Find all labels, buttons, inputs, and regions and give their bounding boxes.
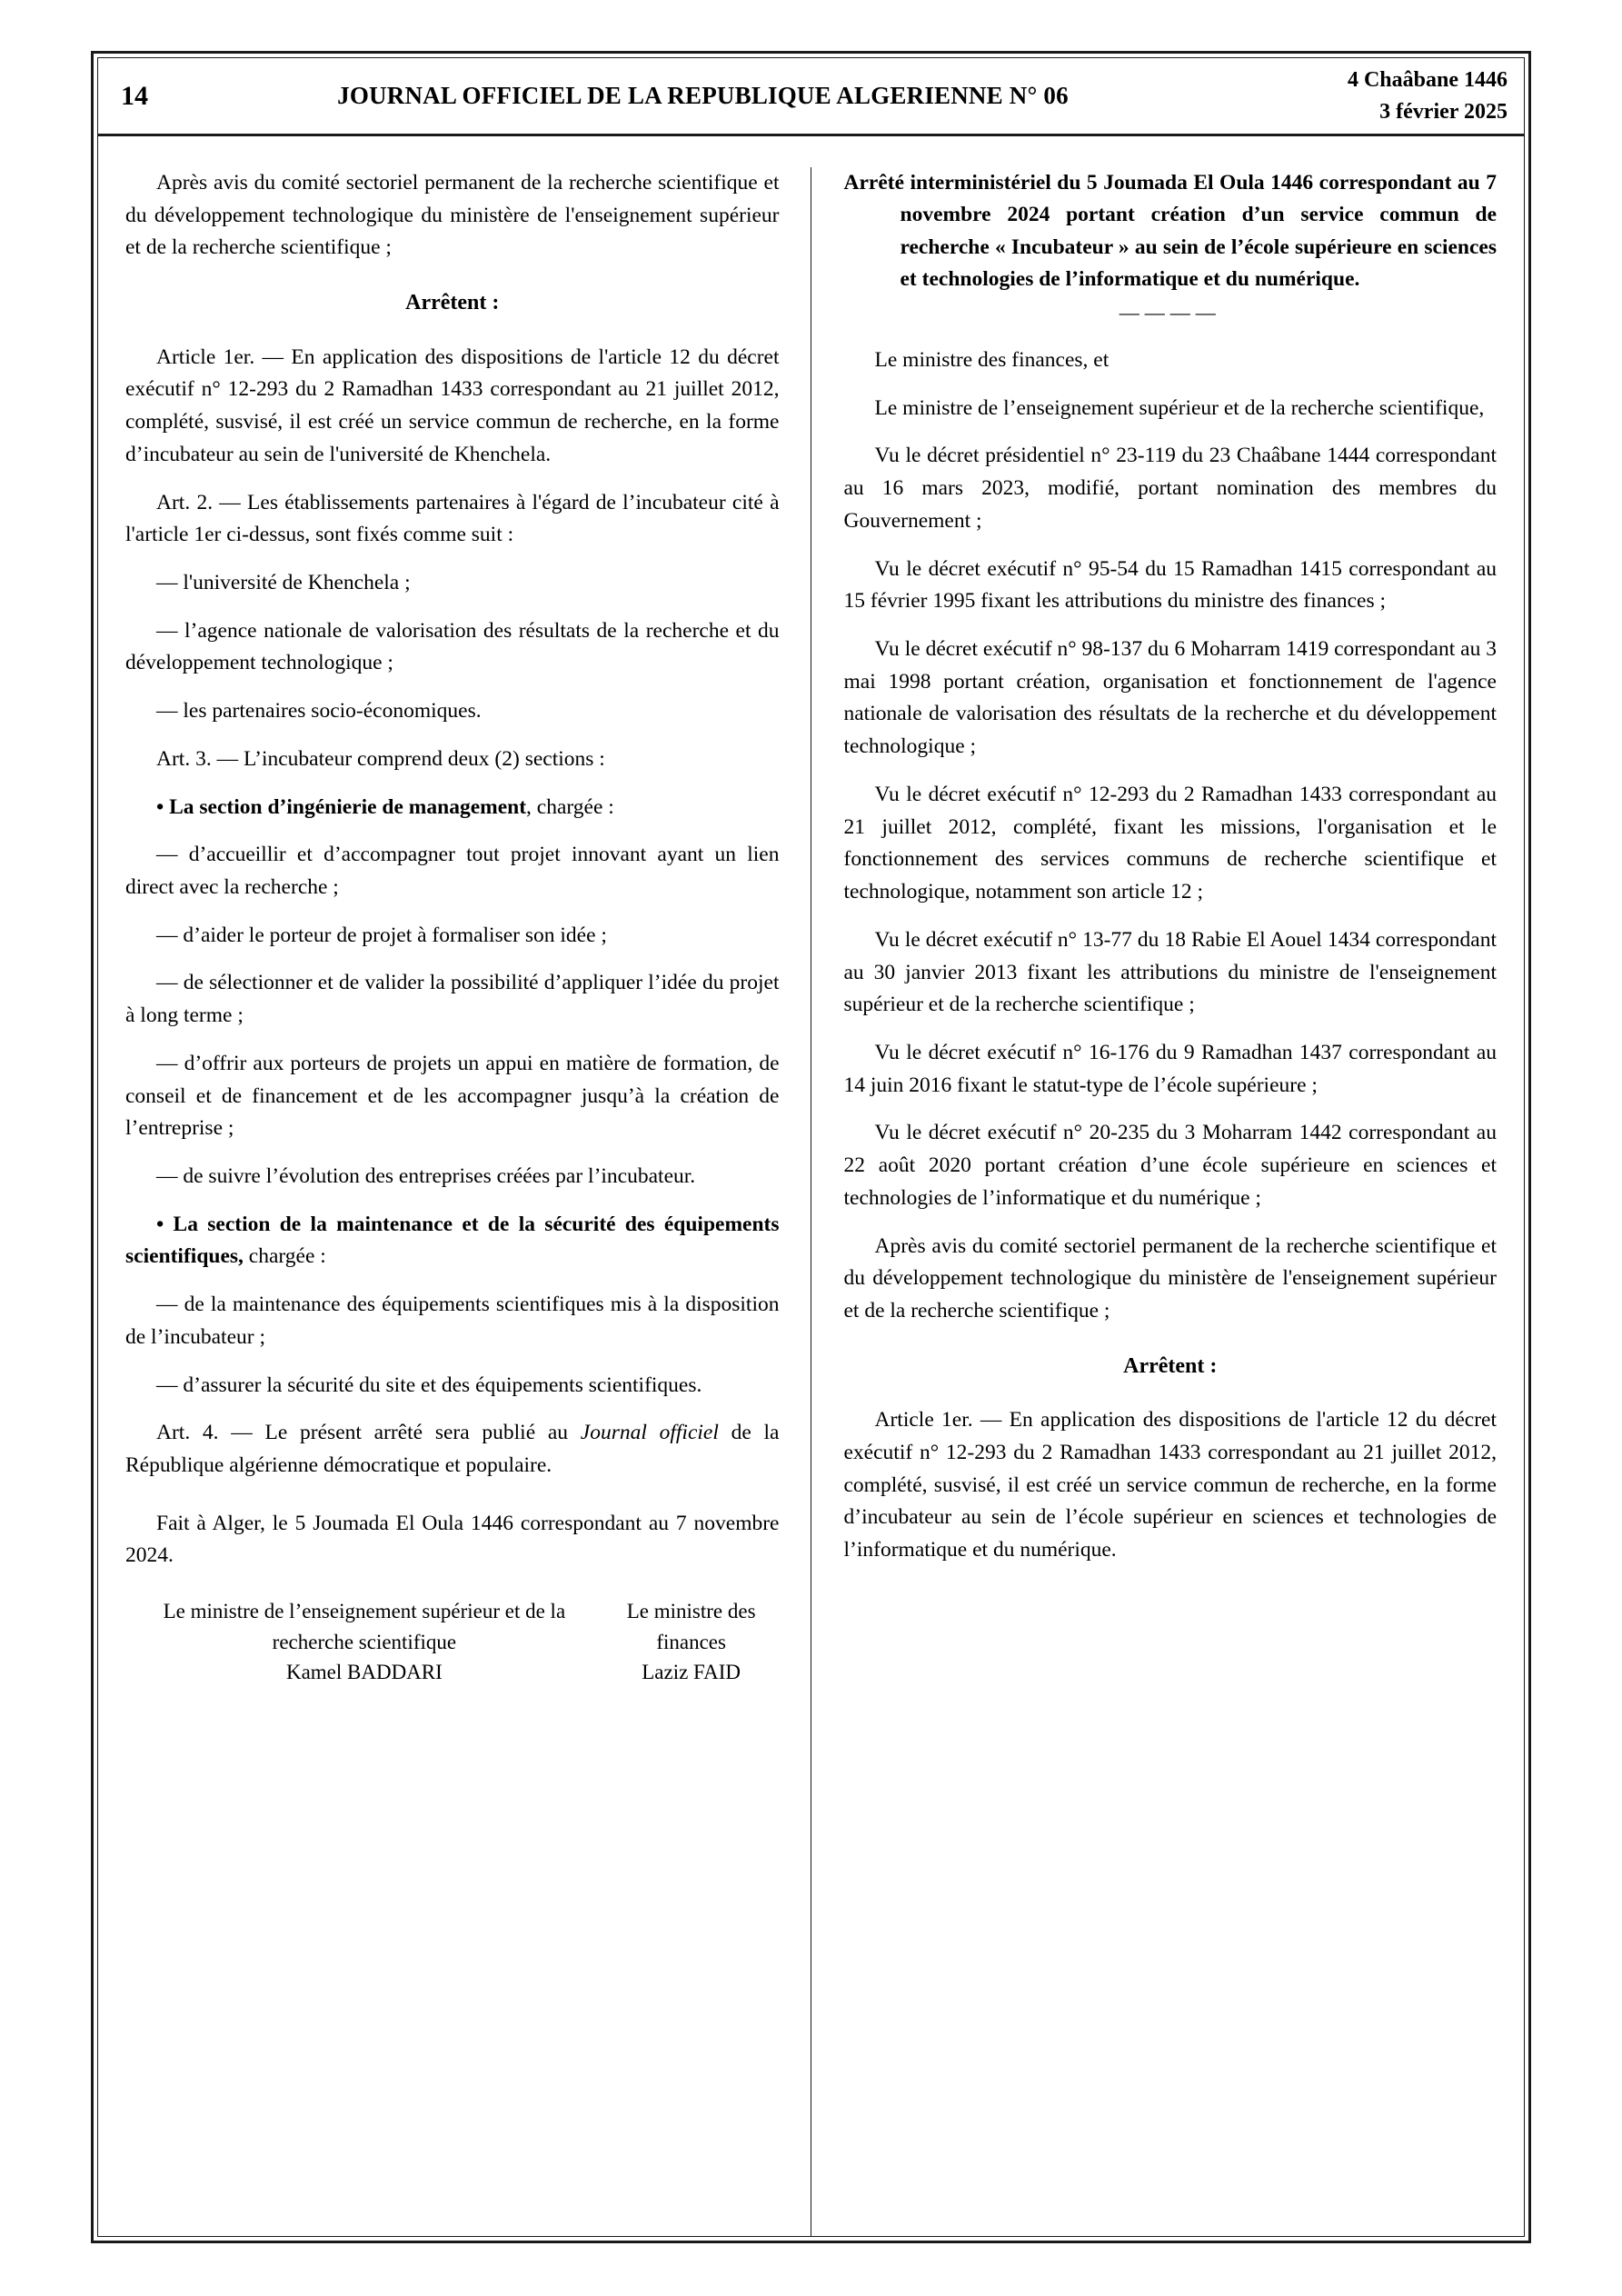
- left-section-2-heading: [125, 1209, 780, 1273]
- left-article-4-pre: Art. 4. — Le présent arrêté sera publié au: [156, 1421, 581, 1445]
- right-vu-item: Vu le décret présidentiel n° 23-119 du 23 Chaâbane 1444 correspondant au 16 mars 2023, modifié, portant nomination des membres du Gouvernement ;: [843, 444, 1497, 533]
- right-vu-item: Vu le décret exécutif n° 16-176 du 9 Ramadhan 1437 correspondant au 14 juin 2016 fixant le statut-type de l’école supérieure ;: [843, 1040, 1497, 1097]
- decree-title: Arrêté interministériel du 5 Joumada El Oula 1446 correspondant au 7 novembre 2024 portant création d’un service commun de recherche « Incubateur » au sein de l’école supérieure en sciences et technologies de l’informatique et du numérique.: [843, 171, 1497, 291]
- left-fait-a-alger: Fait à Alger, le 5 Joumada El Oula 1446 correspondant au 7 novembre 2024.: [125, 1511, 780, 1568]
- left-section-1-item: — de sélectionner et de valider la possibilité d’appliquer l’idée du projet à long terme ;: [125, 971, 780, 1028]
- right-vu-item: Vu le décret exécutif n° 12-293 du 2 Ramadhan 1433 correspondant au 21 juillet 2012, complété, fixant les missions, l'organisation et le fonctionnement des services communs de recherche scientifique et technologique, notamment son article 12 ;: [843, 782, 1497, 904]
- right-article-1: Article 1er. — En application des dispositions de l'article 12 du décret exécutif n° 12-293 du 2 Ramadhan 1433 correspondant au 21 juillet 2012, complété, susvisé, il est créé un service commun de recherche, en la forme d’incubateur au sein de l’école supérieur en sciences et technologies de l’informatique et du numérique.: [843, 1408, 1497, 1562]
- left-article-2: Art. 2. — Les établissements partenaires à l'égard de l’incubateur cité à l'article 1er ci-dessus, sont fixés comme suit :: [125, 490, 780, 547]
- right-vu-item: Vu le décret exécutif n° 20-235 du 3 Moharram 1442 correspondant au 22 août 2020 portant création d’une école supérieure en sciences et technologies de l’informatique et du numérique ;: [843, 1121, 1497, 1210]
- decorative-separator: ————: [1119, 301, 1221, 324]
- left-article-3: Art. 3. — L’incubateur comprend deux (2) sections :: [156, 746, 605, 771]
- left-section-2-item: — de la maintenance des équipements scientifiques mis à la disposition de l’incubateur ;: [125, 1293, 780, 1349]
- left-section-1-title: • La section d’ingénierie de management: [156, 794, 527, 819]
- left-article-2-item: — les partenaires socio-économiques.: [156, 699, 482, 724]
- left-arretent-heading: Arrêtent :: [405, 291, 500, 315]
- header-dates: [1235, 58, 1524, 134]
- right-vu-item: Vu le décret exécutif n° 98-137 du 6 Moharram 1419 correspondant au 3 mai 1998 portant création, organisation et fonctionnement de l'agence nationale de valorisation des résultats de la recherche et du développement technologique ;: [843, 637, 1497, 759]
- page-header: [98, 58, 1524, 136]
- left-column: [125, 167, 811, 2236]
- signature-name-1: Kamel BADDARI: [285, 1660, 443, 1683]
- page-border-outer: [91, 51, 1531, 2243]
- right-vu-item: Vu le décret exécutif n° 13-77 du 18 Rabie El Aouel 1434 correspondant au 30 janvier 2013 fixant les attributions du ministre de l'enseignement supérieur et de la recherche scientifique ;: [843, 927, 1497, 1017]
- date-hijri: 4 Chaâbane 1446: [1347, 67, 1508, 92]
- right-signatory-intro: Le ministre des finances, et: [874, 348, 1110, 372]
- left-section-2-item: — d’assurer la sécurité du site et des équipements scientifiques.: [156, 1373, 702, 1397]
- left-section-1-item: — d’aider le porteur de projet à formaliser son idée ;: [156, 923, 607, 947]
- left-article-4-italic: Journal officiel: [580, 1421, 719, 1445]
- page-number: 14: [121, 80, 148, 111]
- two-column-body: [98, 136, 1524, 2236]
- left-section-2-title: • La section de la maintenance et de la sécurité des équipements scientifiques,: [125, 1212, 780, 1269]
- right-apres-avis: Après avis du comité sectoriel permanent de la recherche scientifique et du développement technologique du ministère de l'enseignement supérieur et de la recherche scientifique ;: [843, 1233, 1497, 1323]
- left-section-1-item: — d’offrir aux porteurs de projets un appui en matière de formation, de conseil et de financement et de les accompagner jusqu’à la création de l’entreprise ;: [125, 1051, 780, 1141]
- signature-role-2: Le ministre des finances: [626, 1600, 756, 1653]
- journal-title: JOURNAL OFFICIEL DE LA REPUBLIQUE ALGERIENNE N° 06: [337, 82, 1069, 109]
- signature-role-1: Le ministre de l’enseignement supérieur et de la recherche scientifique: [163, 1600, 566, 1653]
- page-border-inner: [97, 57, 1525, 2237]
- left-section-1-rest: , chargée :: [526, 794, 614, 819]
- left-section-1-heading: [125, 792, 780, 824]
- signature-name-2: Laziz FAID: [642, 1660, 741, 1683]
- left-article-4: [125, 1417, 780, 1482]
- left-section-1-item: — de suivre l’évolution des entreprises créées par l’incubateur.: [156, 1164, 696, 1188]
- left-intro-paragraph: Après avis du comité sectoriel permanent de la recherche scientifique et du développement technologique du ministère de l'enseignement supérieur et de la recherche scientifique ;: [125, 171, 780, 260]
- left-article-4-post: de la République algérienne démocratique et populaire.: [125, 1421, 780, 1478]
- right-column: [811, 167, 1498, 2236]
- left-article-1: Article 1er. — En application des dispositions de l'article 12 du décret exécutif n° 12-293 du 2 Ramadhan 1433 correspondant au 21 juillet 2012, complété, susvisé, il est créé un service commun de recherche, en la forme d’incubateur au sein de l'université de Khenchela.: [125, 344, 780, 466]
- left-article-2-item: — l'université de Khenchela ;: [156, 570, 411, 594]
- right-vu-item: Vu le décret exécutif n° 95-54 du 15 Ramadhan 1415 correspondant au 15 février 1995 fixant les attributions du ministre des finances ;: [843, 556, 1497, 614]
- right-signatory-intro: Le ministre de l’enseignement supérieur et de la recherche scientifique,: [874, 395, 1485, 420]
- left-section-1-item: — d’accueillir et d’accompagner tout projet innovant ayant un lien direct avec la recherche ;: [125, 843, 780, 899]
- left-article-2-item: — l’agence nationale de valorisation des résultats de la recherche et du développement technologique ;: [125, 618, 780, 675]
- right-arretent-heading: Arrêtent :: [1123, 1353, 1218, 1378]
- date-gregorian: 3 février 2025: [1379, 99, 1508, 124]
- signature-block: [125, 1596, 780, 1689]
- left-section-2-rest: chargée :: [243, 1244, 326, 1269]
